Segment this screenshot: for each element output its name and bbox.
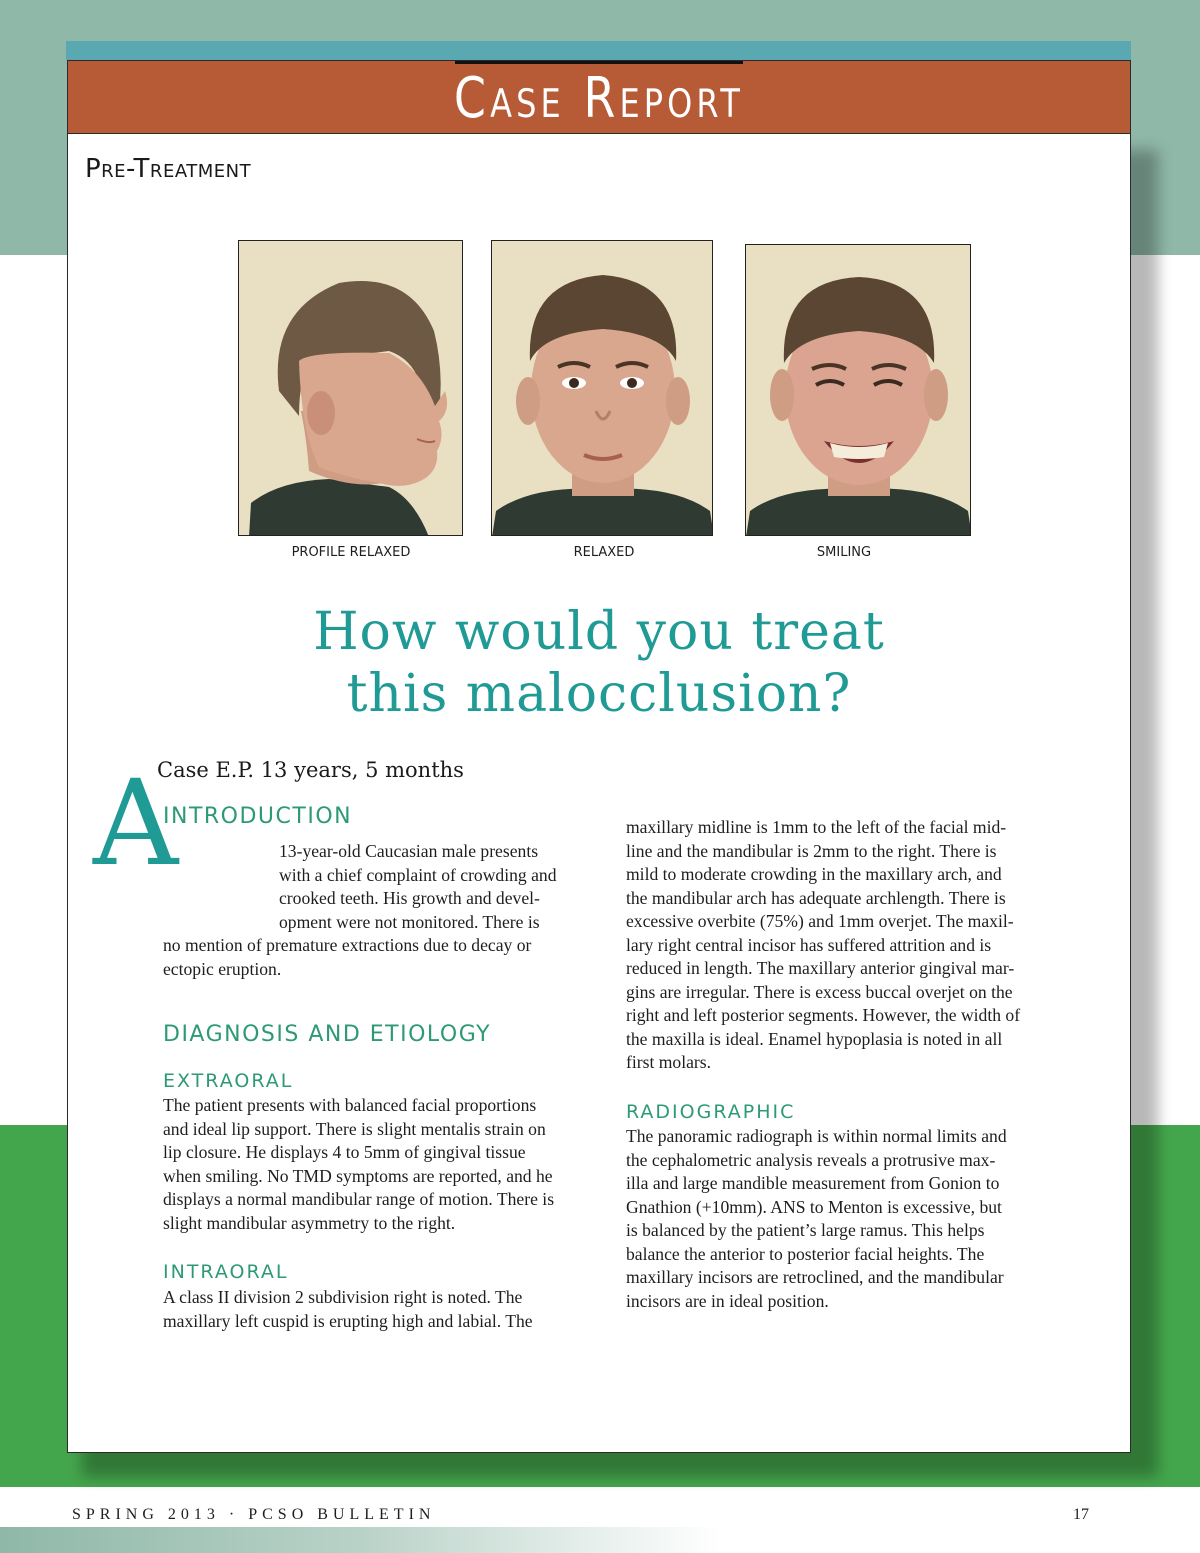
page-number: 17 xyxy=(1073,1506,1089,1523)
photo-smiling xyxy=(745,244,971,536)
frontal-face-image xyxy=(492,241,713,536)
heading-radiographic: RADIOGRAPHIC xyxy=(626,1101,796,1123)
photo-relaxed xyxy=(491,240,713,536)
radiographic-line: The panoramic radiograph is within normal limits and xyxy=(626,1126,1007,1146)
right-line: gins are irregular. There is excess buccal overjet on the xyxy=(626,981,1013,1002)
extraoral-line: displays a normal mandibular range of motion. There is xyxy=(163,1189,555,1209)
intraoral-line: A class II division 2 subdivision right is noted. The xyxy=(163,1287,523,1307)
radiographic-line: balance the anterior to posterior facial heights. The xyxy=(626,1243,985,1264)
radiographic-line: the cephalometric analysis reveals a protrusive max- xyxy=(626,1149,996,1170)
radiographic-line: Gnathion (+10mm). ANS to Menton is excessive, but xyxy=(626,1196,1002,1217)
radiographic-line: incisors are in ideal position. xyxy=(626,1290,829,1311)
intro-text-full xyxy=(163,934,603,981)
heading-intraoral: INTRAORAL xyxy=(163,1261,289,1283)
right-line: the mandibular arch has adequate archlength. There is xyxy=(626,887,1006,908)
intro-line: 13-year-old Caucasian male presents xyxy=(279,841,539,861)
profile-face-image xyxy=(239,241,463,536)
right-line: right and left posterior segments. However, the width of xyxy=(626,1005,1021,1025)
footer-publication: SPRING 2013 · PCSO BULLETIN xyxy=(72,1506,436,1523)
intraoral-text xyxy=(163,1286,603,1333)
right-line: the maxilla is ideal. Enamel hypoplasia is noted in all xyxy=(626,1028,1003,1049)
radiographic-line: is balanced by the patient’s large ramus. This helps xyxy=(626,1220,985,1240)
radiographic-line: maxillary incisors are retroclined, and the mandibular xyxy=(626,1267,1004,1287)
caption-profile-relaxed: PROFILE RELAXED xyxy=(291,545,411,560)
right-line: line and the mandibular is 2mm to the right. There is xyxy=(626,840,997,861)
headline xyxy=(68,601,1130,725)
heading-diagnosis: DIAGNOSIS AND ETIOLOGY xyxy=(163,1022,492,1047)
intro-line: ectopic eruption. xyxy=(163,958,282,979)
intro-line: crooked teeth. His growth and devel- xyxy=(279,888,540,908)
top-accent-bar xyxy=(66,41,1131,60)
intro-text-indented xyxy=(279,840,599,934)
intro-line: with a chief complaint of crowding and xyxy=(279,864,557,885)
extraoral-line: The patient presents with balanced facial proportions xyxy=(163,1095,537,1115)
case-info: Case E.P. 13 years, 5 months xyxy=(157,758,464,782)
photo-profile-relaxed xyxy=(238,240,463,536)
extraoral-line: slight mandibular asymmetry to the right. xyxy=(163,1212,456,1233)
extraoral-line: and ideal lip support. There is slight mentalis strain on xyxy=(163,1118,546,1139)
right-line: maxillary midline is 1mm to the left of the facial mid- xyxy=(626,817,1007,837)
extraoral-line: when smiling. No TMD symptoms are reported, and he xyxy=(163,1165,553,1186)
article-page xyxy=(67,60,1131,1453)
caption-smiling: SMILING xyxy=(816,545,872,560)
drop-cap: A xyxy=(93,754,179,892)
header-banner xyxy=(68,61,1130,134)
banner-rule xyxy=(455,61,743,64)
right-line: lary right central incisor has suffered attrition and is xyxy=(626,934,992,955)
heading-introduction: INTRODUCTION xyxy=(163,804,353,829)
footer-gradient-bar xyxy=(0,1527,720,1553)
caption-relaxed: RELAXED xyxy=(573,545,635,560)
radiographic-text xyxy=(626,1125,1056,1313)
intraoral-line: maxillary left cuspid is erupting high and labial. The xyxy=(163,1310,533,1331)
headline-line-2: this malocclusion? xyxy=(346,664,852,724)
heading-extraoral: EXTRAORAL xyxy=(163,1070,294,1092)
intro-line: no mention of premature extractions due to decay or xyxy=(163,935,532,955)
right-line: reduced in length. The maxillary anterior gingival mar- xyxy=(626,958,1015,978)
right-column-text xyxy=(626,816,1071,1075)
extraoral-line: lip closure. He displays 4 to 5mm of gingival tissue xyxy=(163,1142,526,1162)
headline-line-1: How would you treat xyxy=(313,602,885,662)
banner-title: Case Report xyxy=(453,66,745,131)
right-line: excessive overbite (75%) and 1mm overjet. The maxil- xyxy=(626,911,1014,931)
section-title: Pre-Treatment xyxy=(85,154,252,184)
right-line: mild to moderate crowding in the maxillary arch, and xyxy=(626,864,1002,884)
intro-line: opment were not monitored. There is xyxy=(279,911,540,932)
extraoral-text xyxy=(163,1094,603,1235)
radiographic-line: illa and large mandible measurement from Gonion to xyxy=(626,1173,1000,1193)
right-line: first molars. xyxy=(626,1052,712,1072)
smiling-face-image xyxy=(746,245,971,536)
